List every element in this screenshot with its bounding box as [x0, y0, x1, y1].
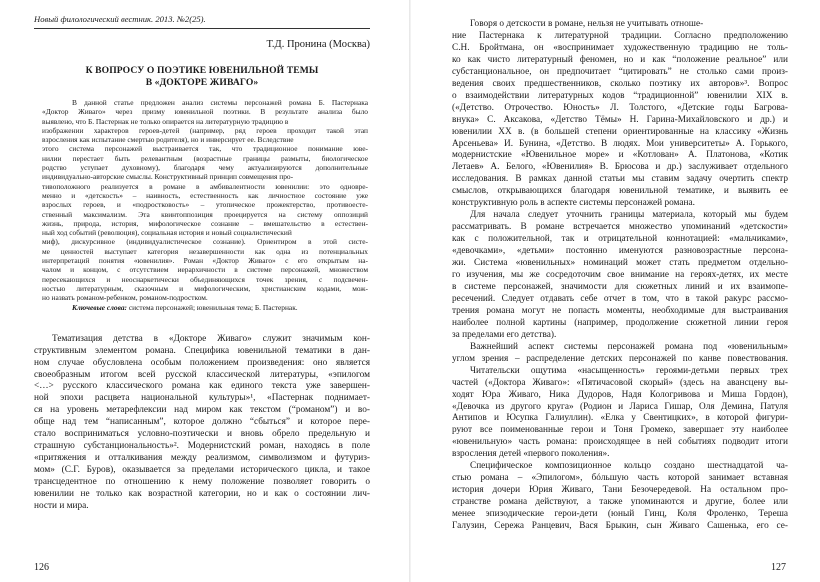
text-line: трансцедентное по отношению к нему положение позволяет говорить о — [34, 476, 370, 487]
text-line: го изучения, мы же сосредоточим свое внимание на героях-детях, их месте — [452, 270, 788, 281]
abstract-line: тивоположного реализуется в романе в амбивалентности ювенилии: это одновре- — [42, 181, 368, 191]
keywords-label: Ключевые слова: — [72, 302, 127, 312]
text-line: Тематизация детства в «Докторе Живаго» служит значимым кон- — [52, 333, 370, 344]
abstract-line: взрослых героев, и «подростковость» – утопическое прожектерство, противоесте- — [42, 200, 368, 210]
text-line: ся на уровень метарефлексии над миром как текстом (“романом”) и во- — [34, 405, 370, 416]
abstract-line: В данной статье предложен анализ системы персонажей романа Б. Пастернака — [72, 98, 368, 107]
title-line: В «ДОКТОРЕ ЖИВАГО» — [145, 76, 259, 88]
text-line: ности и мира. — [34, 500, 89, 511]
text-line: ювенилии не только как возрастной категории, но и как о состоянии лич- — [34, 488, 370, 499]
abstract-line: ностью литературным, сказочным и мифологическим, христианским кодами, мож- — [42, 283, 368, 293]
header-rule — [34, 28, 370, 29]
text-line: Важнейший аспект системы персонажей романа под «ювенильным» — [470, 341, 788, 352]
text-line: менее эпизодические герои-дети (юный Гинц, Коля Фроленко, Тереша — [452, 509, 788, 520]
title-line: К ВОПРОСУ О ПОЭТИКЕ ЮВЕНИЛЬНОЙ ТЕМЫ — [85, 65, 319, 76]
text-line: о взаимодействии литературных кодов “традиционной” ювенилии XIX в. — [452, 90, 788, 101]
text-line: Галузин, Сережа Ранцевич, Вася Брыкин, сын Живаго Сашенька, его се- — [452, 521, 788, 532]
text-line: ко как чисто литературный феномен, но и как “положение реальное” или — [452, 54, 788, 65]
text-line: как с положительной, так и отрицательной коннотацией: «мальчиками», — [452, 234, 788, 245]
text-line: странстве романа действуют, а также упоминаются и другие, более или — [452, 497, 788, 508]
text-line: трения романа могут не попасть моменты, необходимые для выстраивания — [452, 305, 788, 316]
text-line: ние Пастернака к литературной традиции. Согласно предположению — [452, 30, 788, 41]
text-line: история дочери Юрия Живаго, Тани Безочередевой. На остальном про- — [452, 485, 788, 496]
text-line: Специфическое композиционное кольцо создано шестнадцатой ча- — [470, 461, 788, 472]
running-head: Новый филологический вестник. 2013. №2(25). — [34, 14, 206, 24]
text-line: исследования. В рамках данной статьи мы ставим задачу очертить спектр — [452, 174, 788, 185]
text-line: обще над тем “написанным”, которое должно “сбыться” и которое пере- — [34, 417, 370, 428]
text-line: углом зрения – распределение детских персонажей по канве повествования. — [452, 353, 788, 364]
text-line: взросления детей «первого поколения». — [452, 449, 610, 460]
text-line: С.Н. Бройтмана, он «воспринимает художественную традицию не толь- — [452, 42, 788, 53]
text-line: ресечений. Следует отдавать себе отчет в том, что в такой ракурс рассмо- — [452, 293, 788, 304]
page-number: 126 — [34, 562, 49, 573]
body-text — [452, 19, 788, 533]
abstract-line: менно и «детскость» – наивность, естественность как личностное состояние уже — [42, 190, 368, 200]
right-page — [410, 0, 820, 582]
text-line: своеобразным итогом всей русской классической литературы, «эпилогом — [34, 369, 370, 380]
text-line: ходят Юра Живаго, Ника Дудоров, Надя Кологривова и Миша Гордон), — [452, 389, 788, 400]
text-line: наиболее полной картины (например, продолжение сюжетной линии героя — [452, 317, 788, 328]
abstract-line: но назвать романом-ребенком, романом-подростком. — [42, 293, 208, 303]
text-line: смыслов, открывающихся благодаря ювенильной тематике, и выявить ее — [452, 186, 788, 197]
keywords-text: система персонажей; ювенильная тема; Б. Пастернак. — [127, 302, 298, 312]
abstract-line: чалом и концом, с отсутствием иерархичности в системе персонажей, множеством — [42, 265, 368, 275]
text-line: страшную субстанциональность»². Модернистский роман, находясь в поле — [34, 440, 370, 451]
abstract-line: выявлено, что Б. Пастернак не только опирается на литературную традицию в — [42, 116, 289, 126]
text-line: модернистские «Ювенильное море» и «Котлован» А. Платонова, «Котик — [452, 150, 788, 161]
text-line: внука» С. Аксакова, «Детство Тёмы» Н. Гарина-Михайловского и др.) и — [452, 114, 788, 125]
text-line: рассматривать. В романе встречается множество упоминаний «детскости» — [452, 222, 788, 233]
abstract-line: жизнь, природа, история, мифологическое сознание – вмешательство в естествен- — [42, 218, 368, 228]
text-line: «ювенильную» часть романа: происходящее в ней событиях подводит итоги — [452, 437, 788, 448]
text-line: Говоря о детскости в романе, нельзя не учитывать отноше- — [470, 19, 704, 29]
text-line: руют все поименованные герои и Тоня Громеко, завершает эту наиболее — [452, 425, 788, 436]
abstract-line: миф), дискурсивное (индивидуалистическое сознание). Ориентиром в этой систе- — [42, 237, 368, 247]
text-line: частей («Доктора Живаго»: «Пятичасовой скорый» (здесь на авансцену вы- — [452, 377, 788, 388]
text-line: ведения своих предшественников, сколько поэтику их авторов»³. Вопрос — [452, 78, 788, 89]
body-text — [34, 334, 370, 513]
abstract-line: пересекающихся и неоснаркетически объединяющихся точек зрения, с подсвечен- — [42, 274, 368, 284]
author: Т.Д. Пронина (Москва) — [266, 39, 370, 50]
text-line: мом» (С.Г. Буров), оказывается за пределами исторического цикла, и такое — [34, 464, 370, 475]
text-line: субстанциональное, он предпочитает “цитировать” не столько сами произ- — [452, 66, 788, 77]
text-line: структивным элементом романа. Специфика ювенильной тематики в дан- — [34, 345, 370, 356]
text-line: ной эпохи расцвета национальной культуры»¹, «Пастернак поднимает- — [34, 393, 370, 404]
abstract-line: ственный максимализм. Эта квинтоппозиция проецируется на систему оппозиций — [42, 209, 368, 219]
abstract-line: ный ход событий (революция), социальная история и новый социалистический — [42, 228, 292, 238]
abstract-line: изображении характеров героев-детей (например, ряд героев проходит такой этап — [42, 125, 368, 135]
article-title — [34, 65, 370, 88]
text-line: ювенилии XX в. (в большей степени ориентированные на классику «Жизнь — [452, 126, 788, 137]
text-line: за пределами его детства). — [452, 329, 557, 340]
text-line: жи. Система «ювенильных» номинаций может стать предметом отдельно- — [452, 258, 788, 269]
abstract-line: нилии перестает быть релевантным (возрастные границы размыты, биологическое — [42, 153, 368, 163]
abstract-line: взросления как испытание смертью родителя), но и инверсирует ее. Вследствие — [42, 135, 294, 145]
text-line: Для начала следует уточнить границы материала, который мы будем — [470, 210, 788, 221]
text-line: «притяжения и отталкивания между реализмом, символизмом и футуриз- — [34, 452, 370, 463]
text-line: конструктивную роль в аспекте системы персонажей романа. — [452, 198, 695, 209]
text-line: («Детство. Отрочество. Юность» Л. Толстого, «Детские годы Багрова- — [452, 102, 788, 113]
text-line: ном случае обусловлена особым положением произведения: оно является — [34, 357, 370, 368]
text-line: в системе персонажей, значимости для сюжетных линий и их взаимопе- — [452, 281, 788, 292]
text-line: Читательски ощутима «насыщенность» героями-детьми первых трех — [470, 365, 788, 376]
text-line: Антипов и Юсупка Галиуллин). «Елка у Свентицких», в которой фигури- — [452, 413, 788, 424]
text-line: «Девочка из другого круга» (Родион и Лариса Гишар, Оля Демина, Патуля — [452, 401, 788, 412]
text-line: <…> русского классического романа как единого текста уже завершен- — [34, 381, 370, 392]
text-line: Летаев» А. Белого, «Ювенилия» В. Брюсова и др.) заслуживает отдельного — [452, 162, 788, 173]
abstract-line: «Доктор Живаго» через призму ювенильной поэтики. В результате анализа было — [42, 107, 368, 117]
keywords — [34, 303, 370, 312]
text-line: «девочками», «детьми» постоянно именуются разновозрастные персона- — [452, 246, 788, 257]
page-number: 127 — [771, 562, 786, 573]
abstract — [34, 98, 370, 303]
text-line: Арсеньева» И. Бунина, «Детство. В людях. Мои университеты» А. Горького, — [452, 138, 788, 149]
text-line: стью романа – «Эпилогом», бóльшую часть которой занимает вставная — [452, 473, 788, 484]
abstract-line: этого система персонажей выстраивается так, что традиционное понимание юве- — [42, 144, 368, 154]
abstract-line: ме ценностей выступает категория незавершенности как одна из потенциальных — [42, 246, 368, 256]
abstract-line: индивидуально-авторские смыслы. Конструктивный принцип совмещения про- — [42, 172, 294, 182]
abstract-line: родство уступает духовному), благодаря чему актуализируются дополнительные — [42, 163, 368, 173]
text-line: стало восприниматься условно-поэтически и вновь обрело предельную и — [34, 429, 370, 440]
abstract-line: интерпретаций понятия «ювенилия». Роман «Доктор Живаго» с его открытым на- — [42, 256, 368, 266]
